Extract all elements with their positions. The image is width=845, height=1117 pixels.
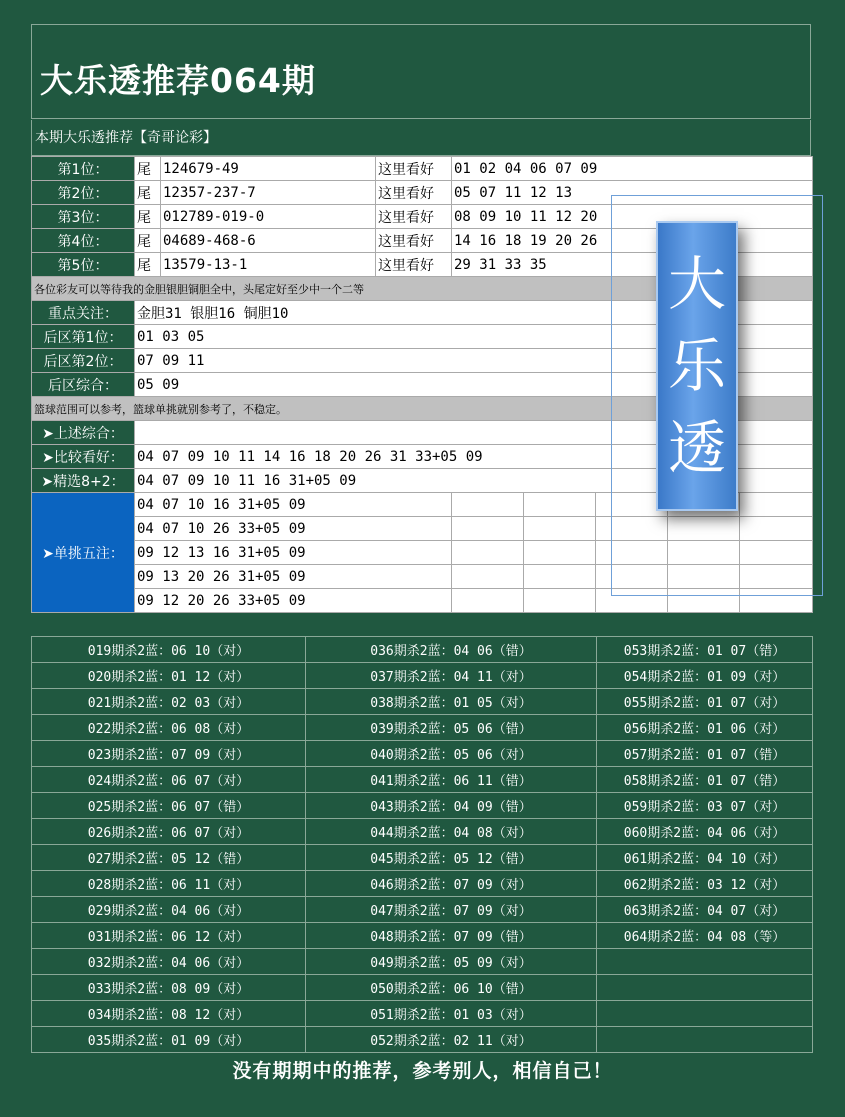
select-value: 04 07 09 10 11 16 31+05 09 bbox=[135, 469, 813, 493]
position-numbers: 08 09 10 11 12 20 bbox=[452, 205, 813, 229]
history-row bbox=[32, 819, 813, 845]
badge-char-3: 透 bbox=[667, 414, 726, 482]
history-cell: 037期杀2蓝：04 11（对） bbox=[306, 663, 597, 689]
hint-text: 这里看好 bbox=[376, 181, 452, 205]
history-cell: 045期杀2蓝：05 12（错） bbox=[306, 845, 597, 871]
history-cell: 025期杀2蓝：06 07（错） bbox=[32, 793, 306, 819]
footer-slogan: 没有期期中的推荐，参考别人，相信自己！ bbox=[232, 1060, 613, 1082]
notice-2: 篮球范围可以参考，篮球单挑就别参考了，不稳定。 bbox=[32, 397, 813, 421]
history-cell: 028期杀2蓝：06 11（对） bbox=[32, 871, 306, 897]
tail-mark: 尾 bbox=[135, 181, 161, 205]
position-label: 第3位： bbox=[32, 205, 135, 229]
history-cell: 033期杀2蓝：08 09（对） bbox=[32, 975, 306, 1001]
subtitle: 本期大乐透推荐【奇哥论彩】 bbox=[31, 120, 811, 156]
history-row bbox=[32, 845, 813, 871]
page-title: 大乐透推荐064期 bbox=[40, 61, 316, 100]
back1-value: 01 03 05 bbox=[135, 325, 813, 349]
tail-code: 012789-019-0 bbox=[161, 205, 376, 229]
focus-label: 重点关注： bbox=[32, 301, 135, 325]
back2-label: 后区第2位： bbox=[32, 349, 135, 373]
history-cell: 062期杀2蓝：03 12（对） bbox=[597, 871, 813, 897]
history-row bbox=[32, 1027, 813, 1053]
lotto-badge bbox=[656, 221, 738, 511]
history-cell: 049期杀2蓝：05 09（对） bbox=[306, 949, 597, 975]
hint-text: 这里看好 bbox=[376, 229, 452, 253]
history-cell: 022期杀2蓝：06 08（对） bbox=[32, 715, 306, 741]
single-pick-value: 09 12 20 26 33+05 09 bbox=[135, 589, 452, 613]
history-cell: 026期杀2蓝：06 07（对） bbox=[32, 819, 306, 845]
history-cell: 056期杀2蓝：01 06（对） bbox=[597, 715, 813, 741]
history-cell: 060期杀2蓝：04 06（对） bbox=[597, 819, 813, 845]
history-cell: 048期杀2蓝：07 09（错） bbox=[306, 923, 597, 949]
back1-label: 后区第1位： bbox=[32, 325, 135, 349]
focus-value: 金胆31 银胆16 铜胆10 bbox=[135, 301, 813, 325]
history-cell: 044期杀2蓝：04 08（对） bbox=[306, 819, 597, 845]
history-cell: 021期杀2蓝：02 03（对） bbox=[32, 689, 306, 715]
back-all-value: 05 09 bbox=[135, 373, 813, 397]
empty-cell bbox=[524, 541, 596, 565]
history-cell: 063期杀2蓝：04 07（对） bbox=[597, 897, 813, 923]
history-cell: 032期杀2蓝：04 06（对） bbox=[32, 949, 306, 975]
tail-code: 124679-49 bbox=[161, 157, 376, 181]
history-cell: 031期杀2蓝：06 12（对） bbox=[32, 923, 306, 949]
position-label: 第2位： bbox=[32, 181, 135, 205]
history-cell: 057期杀2蓝：01 07（错） bbox=[597, 741, 813, 767]
badge-char-1: 大 bbox=[667, 250, 726, 318]
empty-cell bbox=[452, 589, 524, 613]
history-cell: 039期杀2蓝：05 06（错） bbox=[306, 715, 597, 741]
tail-code: 13579-13-1 bbox=[161, 253, 376, 277]
back-all-label: 后区综合： bbox=[32, 373, 135, 397]
history-table bbox=[31, 636, 813, 1053]
tail-mark: 尾 bbox=[135, 253, 161, 277]
position-numbers: 29 31 33 35 bbox=[452, 253, 813, 277]
history-row bbox=[32, 975, 813, 1001]
history-cell: 034期杀2蓝：08 12（对） bbox=[32, 1001, 306, 1027]
history-row bbox=[32, 663, 813, 689]
history-cell: 043期杀2蓝：04 09（错） bbox=[306, 793, 597, 819]
history-row bbox=[32, 689, 813, 715]
position-row bbox=[32, 157, 813, 181]
compare-value: 04 07 09 10 11 14 16 18 20 26 31 33+05 09 bbox=[135, 445, 813, 469]
history-row bbox=[32, 637, 813, 663]
history-cell: 035期杀2蓝：01 09（对） bbox=[32, 1027, 306, 1053]
select-label: ➤精选8+2： bbox=[32, 469, 135, 493]
single-label: ➤单挑五注： bbox=[32, 493, 135, 613]
history-cell bbox=[597, 1027, 813, 1053]
history-cell: 036期杀2蓝：04 06（错） bbox=[306, 637, 597, 663]
empty-cell bbox=[524, 589, 596, 613]
position-label: 第1位： bbox=[32, 157, 135, 181]
tail-code: 12357-237-7 bbox=[161, 181, 376, 205]
history-cell: 058期杀2蓝：01 07（错） bbox=[597, 767, 813, 793]
empty-cell bbox=[524, 493, 596, 517]
history-cell: 061期杀2蓝：04 10（对） bbox=[597, 845, 813, 871]
history-row bbox=[32, 923, 813, 949]
history-cell bbox=[597, 975, 813, 1001]
position-label: 第5位： bbox=[32, 253, 135, 277]
spacer-row bbox=[32, 613, 813, 637]
history-row bbox=[32, 767, 813, 793]
history-cell: 046期杀2蓝：07 09（对） bbox=[306, 871, 597, 897]
hint-text: 这里看好 bbox=[376, 253, 452, 277]
tail-mark: 尾 bbox=[135, 205, 161, 229]
history-cell bbox=[597, 949, 813, 975]
history-cell: 019期杀2蓝：06 10（对） bbox=[32, 637, 306, 663]
position-label: 第4位： bbox=[32, 229, 135, 253]
history-row bbox=[32, 715, 813, 741]
history-cell: 051期杀2蓝：01 03（对） bbox=[306, 1001, 597, 1027]
history-cell: 047期杀2蓝：07 09（对） bbox=[306, 897, 597, 923]
empty-cell bbox=[524, 565, 596, 589]
history-cell: 050期杀2蓝：06 10（错） bbox=[306, 975, 597, 1001]
compare-label: ➤比较看好： bbox=[32, 445, 135, 469]
hint-text: 这里看好 bbox=[376, 205, 452, 229]
history-cell bbox=[597, 1001, 813, 1027]
history-cell: 041期杀2蓝：06 11（错） bbox=[306, 767, 597, 793]
back2-value: 07 09 11 bbox=[135, 349, 813, 373]
single-pick-value: 04 07 10 26 33+05 09 bbox=[135, 517, 452, 541]
history-cell: 027期杀2蓝：05 12（错） bbox=[32, 845, 306, 871]
history-cell: 040期杀2蓝：05 06（对） bbox=[306, 741, 597, 767]
notice-1: 各位彩友可以等待我的金胆银胆铜胆全中，头尾定好至少中一个二等 bbox=[32, 277, 813, 301]
empty-cell bbox=[452, 493, 524, 517]
position-numbers: 01 02 04 06 07 09 bbox=[452, 157, 813, 181]
single-pick-value: 09 12 13 16 31+05 09 bbox=[135, 541, 452, 565]
badge-char-2: 乐 bbox=[667, 332, 726, 400]
summary-label: ➤上述综合： bbox=[32, 421, 135, 445]
empty-cell bbox=[452, 565, 524, 589]
history-row bbox=[32, 949, 813, 975]
single-pick-value: 04 07 10 16 31+05 09 bbox=[135, 493, 452, 517]
hint-text: 这里看好 bbox=[376, 157, 452, 181]
history-row bbox=[32, 871, 813, 897]
empty-cell bbox=[452, 541, 524, 565]
tail-mark: 尾 bbox=[135, 157, 161, 181]
single-pick-value: 09 13 20 26 31+05 09 bbox=[135, 565, 452, 589]
history-row bbox=[32, 741, 813, 767]
position-numbers: 14 16 18 19 20 26 bbox=[452, 229, 813, 253]
empty-cell bbox=[524, 517, 596, 541]
history-cell: 053期杀2蓝：01 07（错） bbox=[597, 637, 813, 663]
tail-code: 04689-468-6 bbox=[161, 229, 376, 253]
empty-cell bbox=[452, 517, 524, 541]
title-box bbox=[31, 24, 811, 119]
tail-mark: 尾 bbox=[135, 229, 161, 253]
history-cell: 054期杀2蓝：01 09（对） bbox=[597, 663, 813, 689]
history-cell: 020期杀2蓝：01 12（对） bbox=[32, 663, 306, 689]
history-cell: 064期杀2蓝：04 08（等） bbox=[597, 923, 813, 949]
history-cell: 055期杀2蓝：01 07（对） bbox=[597, 689, 813, 715]
history-row bbox=[32, 793, 813, 819]
history-row bbox=[32, 1001, 813, 1027]
history-cell: 052期杀2蓝：02 11（对） bbox=[306, 1027, 597, 1053]
history-cell: 038期杀2蓝：01 05（对） bbox=[306, 689, 597, 715]
position-numbers: 05 07 11 12 13 bbox=[452, 181, 813, 205]
spacer-cell bbox=[32, 613, 813, 637]
history-cell: 029期杀2蓝：04 06（对） bbox=[32, 897, 306, 923]
history-cell: 059期杀2蓝：03 07（对） bbox=[597, 793, 813, 819]
history-cell: 024期杀2蓝：06 07（对） bbox=[32, 767, 306, 793]
history-cell: 023期杀2蓝：07 09（对） bbox=[32, 741, 306, 767]
history-row bbox=[32, 897, 813, 923]
